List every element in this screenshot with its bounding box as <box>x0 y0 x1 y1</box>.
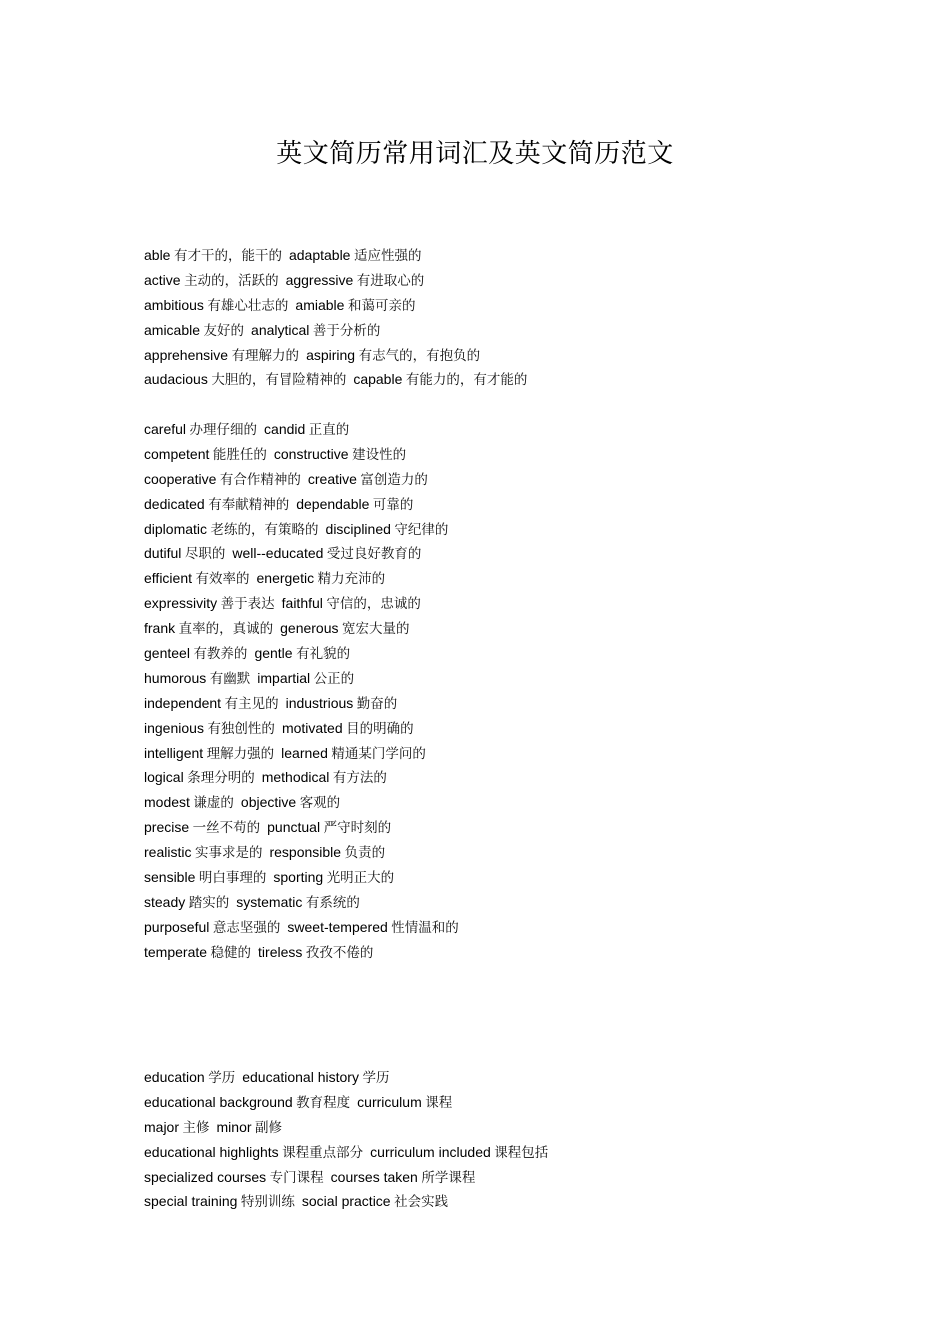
english-term: audacious <box>144 371 208 388</box>
chinese-meaning: 主修 <box>182 1119 210 1136</box>
english-term: constructive <box>273 445 349 462</box>
english-term: learned <box>281 744 328 761</box>
vocab-line <box>144 517 459 542</box>
english-term: genteel <box>144 645 190 662</box>
chinese-meaning: 有进取心的 <box>356 272 425 289</box>
vocab-section-education <box>144 1065 548 1214</box>
english-term: disciplined <box>325 520 391 537</box>
chinese-meaning: 能胜任的 <box>212 446 267 463</box>
chinese-meaning: 专门课程 <box>269 1169 324 1186</box>
chinese-meaning: 负责的 <box>344 845 386 862</box>
english-term: steady <box>144 893 186 910</box>
vocab-line <box>144 318 527 343</box>
vocab-line <box>144 1165 548 1190</box>
vocab-line <box>144 492 459 517</box>
chinese-meaning: 客观的 <box>299 795 341 812</box>
english-term: tireless <box>258 943 303 960</box>
vocab-line <box>144 815 459 840</box>
english-term: active <box>144 271 181 288</box>
chinese-meaning: 和蔼可亲的 <box>347 297 416 314</box>
chinese-meaning: 理解力强的 <box>206 745 275 762</box>
chinese-meaning: 有雄心壮志的 <box>207 297 289 314</box>
english-term: temperate <box>144 943 208 960</box>
english-term: special training <box>144 1193 238 1210</box>
english-term: motivated <box>281 719 343 736</box>
english-term: dependable <box>296 495 370 512</box>
english-term: social practice <box>301 1193 391 1210</box>
english-term: sporting <box>273 869 324 886</box>
english-term: aggressive <box>285 271 354 288</box>
document-title: 英文简历常用词汇及英文简历范文 <box>276 139 674 169</box>
chinese-meaning: 踏实的 <box>188 894 230 911</box>
english-term: curriculum <box>357 1093 422 1110</box>
english-term: methodical <box>261 769 330 786</box>
vocab-line <box>144 691 459 716</box>
vocab-line <box>144 765 459 790</box>
chinese-meaning: 守纪律的 <box>394 521 449 538</box>
vocab-line <box>144 467 459 492</box>
english-term: independent <box>144 694 222 711</box>
vocab-line <box>144 840 459 865</box>
chinese-meaning: 学历 <box>208 1070 236 1086</box>
english-term: intelligent <box>144 744 204 761</box>
chinese-meaning: 有理解力的 <box>231 347 300 364</box>
english-term: minor <box>216 1118 252 1135</box>
english-term: logical <box>144 769 184 786</box>
vocab-section-personality-a <box>144 243 527 392</box>
english-term: ingenious <box>144 719 204 736</box>
chinese-meaning: 精通某门学问的 <box>331 745 426 762</box>
chinese-meaning: 有方法的 <box>332 770 387 787</box>
chinese-meaning: 善于分析的 <box>312 322 381 339</box>
chinese-meaning: 公正的 <box>313 670 355 687</box>
chinese-meaning: 目的明确的 <box>346 720 414 737</box>
chinese-meaning: 富创造力的 <box>360 471 428 488</box>
chinese-meaning: 大胆的，有冒险精神的 <box>211 372 347 389</box>
chinese-meaning: 学历 <box>362 1070 390 1086</box>
english-term: punctual <box>267 819 321 836</box>
vocab-line <box>144 890 459 915</box>
vocab-line <box>144 940 459 965</box>
chinese-meaning: 友好的 <box>203 322 245 339</box>
english-term: objective <box>240 794 297 811</box>
english-term: dutiful <box>144 545 182 562</box>
chinese-meaning: 性情温和的 <box>391 919 459 936</box>
english-term: cooperative <box>144 470 217 487</box>
chinese-meaning: 意志坚强的 <box>212 919 281 936</box>
vocab-line <box>144 1189 548 1214</box>
english-term: educational history <box>242 1069 359 1085</box>
chinese-meaning: 有独创性的 <box>207 720 275 737</box>
vocab-line <box>144 741 459 766</box>
vocab-line <box>144 616 459 641</box>
chinese-meaning: 一丝不苟的 <box>192 820 261 837</box>
chinese-meaning: 课程 <box>425 1094 453 1111</box>
chinese-meaning: 守信的，忠诚的 <box>326 596 421 613</box>
english-term: major <box>144 1118 180 1135</box>
english-term: ambitious <box>144 296 204 313</box>
chinese-meaning: 课程重点部分 <box>282 1144 364 1161</box>
english-term: amiable <box>295 296 345 313</box>
vocab-line <box>144 566 459 591</box>
vocab-line <box>144 591 459 616</box>
chinese-meaning: 有系统的 <box>305 894 360 911</box>
chinese-meaning: 明白事理的 <box>198 870 267 887</box>
english-term: humorous <box>144 669 207 686</box>
vocab-line <box>144 915 459 940</box>
english-term: apprehensive <box>144 346 229 363</box>
chinese-meaning: 受过良好教育的 <box>326 546 422 563</box>
english-term: sensible <box>144 869 196 886</box>
english-term: expressivity <box>144 595 218 612</box>
english-term: courses taken <box>330 1168 418 1185</box>
chinese-meaning: 有幽默 <box>209 670 251 687</box>
english-term: energetic <box>256 570 315 587</box>
chinese-meaning: 有志气的，有抱负的 <box>358 347 481 364</box>
english-term: candid <box>264 421 306 437</box>
english-term: efficient <box>144 570 192 587</box>
chinese-meaning: 有能力的，有才能的 <box>405 372 528 389</box>
chinese-meaning: 孜孜不倦的 <box>305 944 374 961</box>
english-term: modest <box>144 794 190 811</box>
chinese-meaning: 有礼貌的 <box>296 646 351 663</box>
english-term: educational background <box>144 1093 293 1110</box>
english-term: generous <box>280 620 339 637</box>
vocab-line <box>144 367 527 392</box>
chinese-meaning: 所学课程 <box>421 1169 476 1186</box>
chinese-meaning: 稳健的 <box>210 944 252 961</box>
chinese-meaning: 严守时刻的 <box>323 820 392 837</box>
vocab-line <box>144 1115 548 1140</box>
english-term: competent <box>144 445 210 462</box>
english-term: dedicated <box>144 495 205 512</box>
vocab-line <box>144 417 459 442</box>
english-term: impartial <box>257 669 311 686</box>
english-term: gentle <box>254 645 293 662</box>
english-term: amicable <box>144 321 201 338</box>
vocab-line <box>144 243 527 268</box>
chinese-meaning: 有主见的 <box>224 695 279 712</box>
english-term: purposeful <box>144 918 210 935</box>
chinese-meaning: 尽职的 <box>184 546 226 563</box>
chinese-meaning: 善于表达 <box>220 596 275 613</box>
vocab-line <box>144 1090 548 1115</box>
english-term: able <box>144 247 171 263</box>
english-term: capable <box>353 371 403 388</box>
chinese-meaning: 条理分明的 <box>187 770 255 787</box>
english-term: analytical <box>251 321 310 338</box>
chinese-meaning: 课程包括 <box>494 1144 549 1161</box>
vocab-line <box>144 343 527 368</box>
english-term: systematic <box>236 893 303 910</box>
english-term: curriculum included <box>370 1143 491 1160</box>
english-term: creative <box>307 470 357 487</box>
vocab-line <box>144 865 459 890</box>
english-term: well--educated <box>232 545 324 562</box>
chinese-meaning: 有效率的 <box>195 571 250 588</box>
chinese-meaning: 教育程度 <box>296 1094 351 1111</box>
chinese-meaning: 可靠的 <box>372 496 414 513</box>
english-term: sweet-tempered <box>287 918 388 935</box>
vocab-line <box>144 293 527 318</box>
english-term: specialized courses <box>144 1168 267 1185</box>
vocab-line <box>144 1140 548 1165</box>
vocab-line <box>144 641 459 666</box>
chinese-meaning: 勤奋的 <box>356 695 398 712</box>
chinese-meaning: 有教养的 <box>193 646 248 663</box>
chinese-meaning: 实事求是的 <box>194 845 263 862</box>
vocab-line <box>144 541 459 566</box>
chinese-meaning: 主动的，活跃的 <box>184 272 279 289</box>
english-term: aspiring <box>306 346 356 363</box>
vocab-line <box>144 442 459 467</box>
english-term: frank <box>144 620 176 637</box>
chinese-meaning: 宽宏大量的 <box>342 621 410 638</box>
chinese-meaning: 办理仔细的 <box>189 422 258 438</box>
chinese-meaning: 建设性的 <box>352 446 407 463</box>
vocab-line <box>144 716 459 741</box>
chinese-meaning: 有才干的，能干的 <box>173 248 282 264</box>
english-term: responsible <box>269 844 342 861</box>
english-term: precise <box>144 819 190 836</box>
english-term: careful <box>144 421 187 437</box>
chinese-meaning: 社会实践 <box>394 1194 449 1211</box>
chinese-meaning: 副修 <box>255 1119 283 1136</box>
vocab-line <box>144 666 459 691</box>
vocab-line <box>144 790 459 815</box>
chinese-meaning: 有奉献精神的 <box>208 496 290 513</box>
chinese-meaning: 特别训练 <box>240 1194 295 1211</box>
english-term: educational highlights <box>144 1143 279 1160</box>
chinese-meaning: 直率的，真诚的 <box>178 621 274 638</box>
english-term: adaptable <box>288 247 351 263</box>
chinese-meaning: 老练的，有策略的 <box>210 521 319 538</box>
chinese-meaning: 谦虚的 <box>193 795 234 812</box>
chinese-meaning: 适应性强的 <box>353 248 422 264</box>
chinese-meaning: 精力充沛的 <box>317 571 386 588</box>
english-term: realistic <box>144 844 192 861</box>
vocab-line <box>144 268 527 293</box>
english-term: education <box>144 1069 205 1085</box>
chinese-meaning: 正直的 <box>308 422 350 438</box>
english-term: diplomatic <box>144 520 208 537</box>
vocab-line <box>144 1065 548 1090</box>
chinese-meaning: 有合作精神的 <box>219 471 301 488</box>
english-term: faithful <box>281 595 323 612</box>
chinese-meaning: 光明正大的 <box>326 870 395 887</box>
vocab-section-personality-b <box>144 417 459 965</box>
english-term: industrious <box>285 694 354 711</box>
